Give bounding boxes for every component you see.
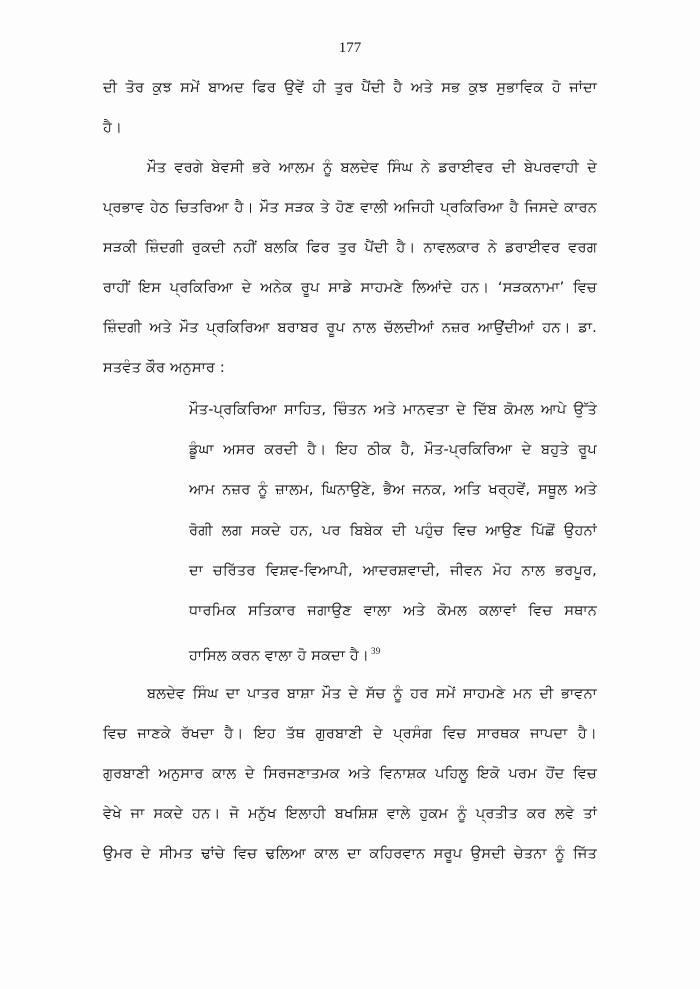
text-line: ਰਾਹੀਂ ਇਸ ਪ੍ਰਕਿਰਿਆ ਦੇ ਅਨੇਕ ਰੂਪ ਸਾਡੇ ਸਾਹਮਣੇ ਲਿਆਂਦੇ ਹਨ। ‘ਸੜਕਨਾਮਾ’ ਵਿਚ [103,280,597,296]
text-line: ਸਤਵੰਤ ਕੌਰ ਅਨੁਸਾਰ : [103,360,226,376]
text-line: ਵਿਚ ਜਾਣਕੇ ਰੱਖਦਾ ਹੈ। ਇਹ ਤੱਥ ਗੁਰਬਾਣੀ ਦੇ ਪ੍ਰਸੰਗ ਵਿਚ ਸਾਰਥਕ ਜਾਪਦਾ ਹੈ। [103,726,597,742]
quote-line: ਦਾ ਚਰਿੱਤਰ ਵਿਸ਼ਵ-ਵਿਆਪੀ, ਆਦਰਸ਼ਵਾਦੀ, ਜੀਵਨ ਮੋਹ ਨਾਲ ਭਰਪੂਰ, [189,563,597,579]
text-line: ਹੈ। [103,120,123,136]
text-line: ਪ੍ਰਭਾਵ ਹੇਠ ਚਿਤਰਿਆ ਹੈ। ਮੌਤ ਸੜਕ ਤੇ ਹੋਣ ਵਾਲੀ ਅਜਿਹੀ ਪ੍ਰਕਿਰਿਆ ਹੈ ਜਿਸਦੇ ਕਾਰਨ [103,200,597,216]
text-line: ਮੌਤ ਵਰਗੇ ਬੇਵਸੀ ਭਰੇ ਆਲਮ ਨੂੰ ਬਲਦੇਵ ਸਿੰਘ ਨੇ ਡਰਾਈਵਰ ਦੀ ਬੇਪਰਵਾਹੀ ਦੇ [147,160,597,176]
quote-line: ਮੌਤ-ਪ੍ਰਕਿਰਿਆ ਸਾਹਿਤ, ਚਿੰਤਨ ਅਤੇ ਮਾਨਵਤਾ ਦੇ ਦਿੱਬ ਕੋਮਲ ਆਪੇ ਉੱਤੇ [189,402,597,418]
quote-line: ਧਾਰਮਿਕ ਸਤਿਕਾਰ ਜਗਾਉਣ ਵਾਲਾ ਅਤੇ ਕੋਮਲ ਕਲਾਵਾਂ ਵਿਚ ਸਥਾਨ [189,603,597,619]
text-line: ਗੁਰਬਾਣੀ ਅਨੁਸਾਰ ਕਾਲ ਦੇ ਸਿਰਜਣਾਤਮਕ ਅਤੇ ਵਿਨਾਸ਼ਕ ਪਹਿਲੂ ਇਕੋ ਪਰਮ ਹੋਂਦ ਵਿਚ [103,766,597,782]
text-line: ਦੀ ਤੋਰ ਕੁਝ ਸਮੇਂ ਬਾਅਦ ਫਿਰ ਉਵੇਂ ਹੀ ਤੁਰ ਪੈਂਦੀ ਹੈ ਅਤੇ ਸਭ ਕੁਝ ਸੁਭਾਵਿਕ ਹੋ ਜਾਂਦਾ [103,80,597,96]
quote-line: ਆਮ ਨਜ਼ਰ ਨੂੰ ਜ਼ਾਲਮ, ਘਿਨਾਉਣੇ, ਭੈਅ ਜਨਕ, ਅਤਿ ਖਰ੍ਹਵੇਂ, ਸਥੂਲ ਅਤੇ [189,482,597,498]
footnote-reference[interactable]: 39 [371,646,381,656]
text-line: ਬਲਦੇਵ ਸਿੰਘ ਦਾ ਪਾਤਰ ਬਾਸ਼ਾ ਮੌਤ ਦੇ ਸੱਚ ਨੂੰ ਹਰ ਸਮੇਂ ਸਾਹਮਣੇ ਮਨ ਦੀ ਭਾਵਨਾ [147,686,597,702]
quote-text: ਹਾਸਿਲ ਕਰਨ ਵਾਲਾ ਹੋ ਸਕਦਾ ਹੈ। [189,648,370,664]
text-line: ਵੇਖੇ ਜਾ ਸਕਦੇ ਹਨ। ਜੋ ਮਨੁੱਖ ਇਲਾਹੀ ਬਖਸ਼ਿਸ਼ ਵਾਲੇ ਹੁਕਮ ਨੂੰ ਪ੍ਰਤੀਤ ਕਰ ਲਵੇ ਤਾਂ [103,806,597,822]
quote-line: ਰੋਗੀ ਲਗ ਸਕਦੇ ਹਨ, ਪਰ ਬਿਬੇਕ ਦੀ ਪਹੁੰਚ ਵਿਚ ਆਉਣ ਪਿੱਛੋਂ ਉਹਨਾਂ [189,523,597,539]
text-line: ਸੜਕੀ ਜ਼ਿੰਦਗੀ ਰੁਕਦੀ ਨਹੀਂ ਬਲਕਿ ਫਿਰ ਤੁਰ ਪੈਂਦੀ ਹੈ। ਨਾਵਲਕਾਰ ਨੇ ਡਰਾਈਵਰ ਵਰਗ [103,240,597,256]
page-number: 177 [338,40,362,56]
text-line: ਉਮਰ ਦੇ ਸੀਮਤ ਢਾਂਚੇ ਵਿਚ ਢਲਿਆ ਕਾਲ ਦਾ ਕਹਿਰਵਾਨ ਸਰੂਪ ਉਸਦੀ ਚੇਤਨਾ ਨੂੰ ਜਿੱਤ [103,846,597,862]
text-line: ਜ਼ਿੰਦਗੀ ਅਤੇ ਮੌਤ ਪ੍ਰਕਿਰਿਆ ਬਰਾਬਰ ਰੂਪ ਨਾਲ ਚੱਲਦੀਆਂ ਨਜ਼ਰ ਆਉਂਦੀਆਂ ਹਨ। ਡਾ. [103,320,597,336]
quote-line-last [189,641,597,666]
quote-line: ਡੂੰਘਾ ਅਸਰ ਕਰਦੀ ਹੈ। ਇਹ ਠੀਕ ਹੈ, ਮੌਤ-ਪ੍ਰਕਿਰਿਆ ਦੇ ਬਹੁਤੇ ਰੂਪ [189,442,597,458]
